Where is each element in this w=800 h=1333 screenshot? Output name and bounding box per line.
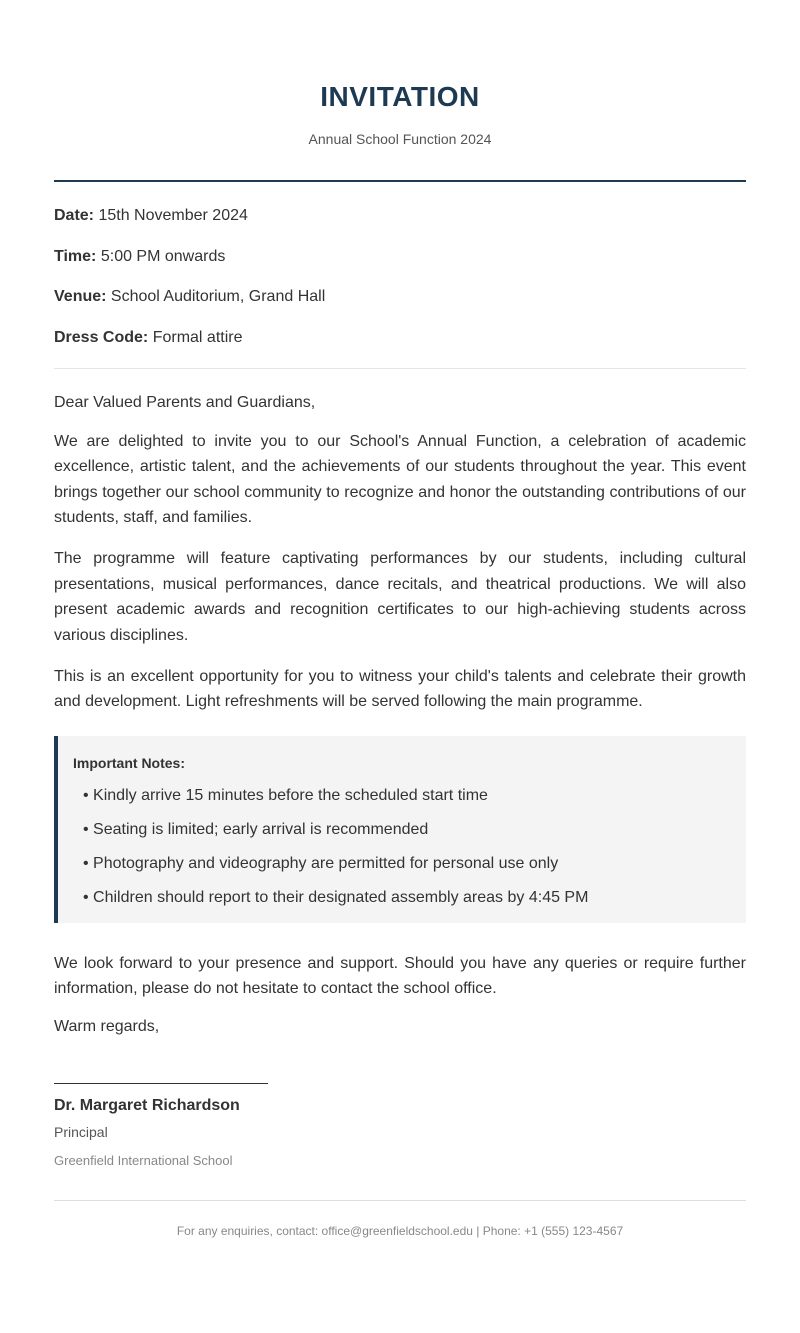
detail-dress-code-label: Dress Code: [54, 328, 149, 346]
detail-time-label: Time: [54, 247, 97, 265]
letter-paragraph: We are delighted to invite you to our School's Annual Function, a celebration of academic excellence, artistic talent, and the achievements of our students throughout the year. This event brings together our school community to recognize and honor the outstanding contributions of our students, staff, and families. [54, 432, 746, 526]
details-divider [54, 368, 746, 369]
footer-divider [54, 1200, 746, 1201]
event-details [54, 206, 746, 348]
detail-venue-label: Venue: [54, 288, 107, 305]
detail-venue-value: School Auditorium, Grand Hall [110, 288, 326, 305]
detail-dress-code-value: Formal attire [152, 328, 243, 346]
school-name: Greenfield International School [54, 1153, 233, 1168]
signatory-name: Dr. Margaret Richardson [54, 1097, 240, 1114]
important-notes-box [54, 736, 746, 923]
letter-paragraph: This is an excellent opportunity for you to witness your child's talents and celebrate their growth and development. Light refreshments will be served following the main programme. [54, 667, 746, 710]
header-divider [54, 180, 746, 182]
invitation-subtitle: Annual School Function 2024 [308, 131, 492, 147]
invitation-header [54, 0, 746, 147]
contact-footer: For any enquiries, contact: office@greenfieldschool.edu | Phone: +1 (555) 123-4567 [176, 1224, 624, 1238]
detail-time [54, 247, 746, 267]
notes-title: Important Notes: [73, 754, 185, 771]
letter-body [54, 393, 746, 715]
detail-date-value: 15th November 2024 [98, 207, 248, 224]
closing-section [54, 951, 746, 1038]
detail-date-label: Date: [54, 207, 95, 224]
detail-time-value: 5:00 PM onwards [100, 247, 226, 265]
signatory-role: Principal [54, 1124, 108, 1140]
note-item: • Photography and videography are permitted for personal use only [83, 854, 559, 872]
note-item: • Kindly arrive 15 minutes before the scheduled start time [83, 786, 488, 804]
letter-greeting: Dear Valued Parents and Guardians, [54, 394, 316, 411]
signature-line [54, 1083, 268, 1084]
detail-dress-code [54, 328, 746, 348]
note-item: • Children should report to their designated assembly areas by 4:45 PM [83, 888, 589, 906]
note-item: • Seating is limited; early arrival is recommended [83, 820, 429, 838]
letter-paragraph: The programme will feature captivating performances by our students, including cultural presentations, musical performances, dance recitals, and theatrical productions. We will also present academic awards and recognition certificates to our high-achieving students across various disciplines. [54, 550, 746, 644]
closing-paragraph: We look forward to your presence and support. Should you have any queries or require further information, please do not hesitate to contact the school office. [54, 954, 746, 997]
detail-venue [54, 287, 746, 307]
detail-date [54, 206, 746, 226]
closing-regards: Warm regards, [54, 1018, 160, 1035]
invitation-title: INVITATION [320, 81, 480, 112]
